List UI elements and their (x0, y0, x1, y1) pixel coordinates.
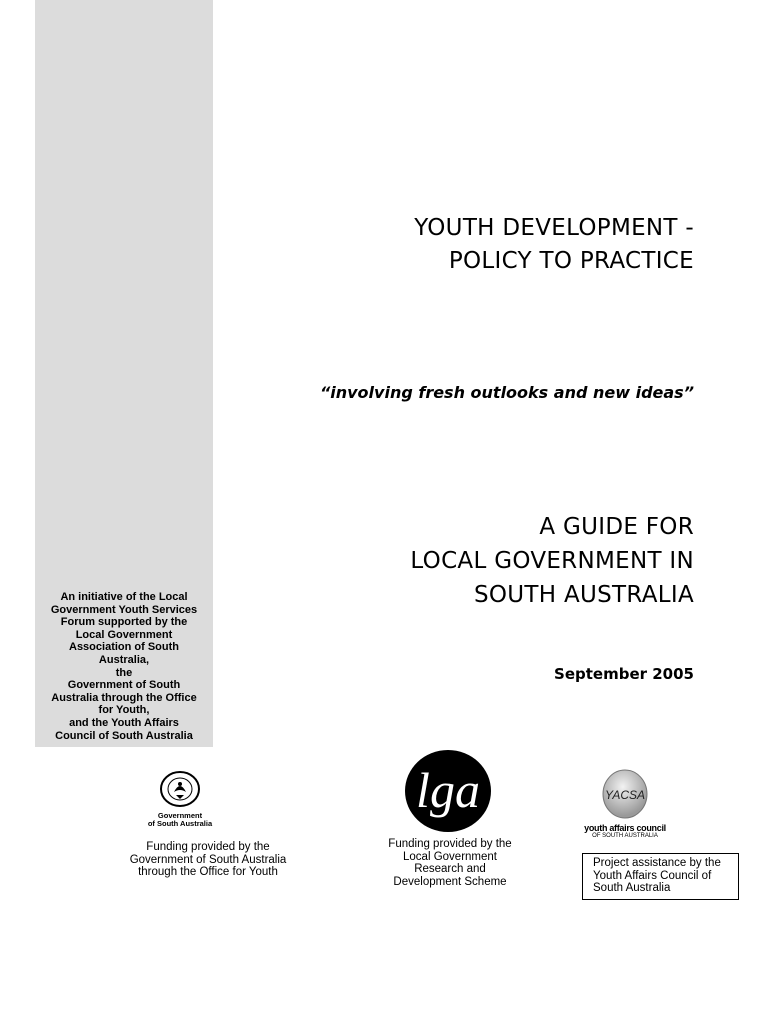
title-line-1: YOUTH DEVELOPMENT - (414, 215, 694, 241)
sa-logo-caption-2: of South Australia (147, 819, 213, 828)
lga-logo (404, 749, 492, 833)
initiative-line: for Youth, (98, 704, 150, 717)
guide-line-3: SOUTH AUSTRALIA (473, 582, 694, 608)
initiative-line: Local Government (75, 628, 173, 641)
lga-logo-icon (404, 749, 492, 833)
yacsa-caption-2: OF SOUTH AUSTRALIA (592, 833, 658, 839)
guide-line-1: A GUIDE FOR (539, 514, 694, 540)
funding-note-sa (120, 841, 296, 879)
assist-line: Youth Affairs Council of (593, 869, 712, 882)
funding-lga-line: Local Government (403, 850, 497, 863)
initiative-statement (35, 591, 213, 742)
lga-logo-text: lga (416, 762, 480, 818)
funding-note-lga (372, 838, 528, 888)
guide-subtitle (410, 510, 694, 612)
funding-lga-line: Development Scheme (393, 875, 507, 888)
document-title (414, 212, 694, 278)
funding-lga-line: Funding provided by the (388, 838, 512, 850)
tagline: “involving fresh outlooks and new ideas” (319, 383, 694, 402)
initiative-line: Forum supported by the (60, 616, 188, 629)
funding-lga-line: Research and (414, 863, 486, 875)
initiative-line: the (115, 666, 133, 679)
assist-line: South Australia (593, 882, 671, 894)
yacsa-badge-icon (601, 768, 649, 820)
title-line-2: POLICY TO PRACTICE (448, 248, 694, 274)
initiative-line: Council of South Australia (55, 729, 193, 742)
funding-sa-line: through the Office for Youth (138, 866, 278, 878)
initiative-line: Australia, (98, 653, 150, 666)
initiative-line: An initiative of the Local (60, 591, 188, 603)
yacsa-badge-text: YACSA (604, 788, 646, 802)
initiative-line: Government of South (67, 679, 181, 692)
initiative-line: Australia through the Office (51, 691, 197, 704)
sa-seal-icon (158, 770, 202, 808)
funding-sa-line: Government of South Australia (129, 853, 287, 866)
initiative-line: Association of South (69, 641, 179, 654)
project-assistance-box (582, 853, 739, 900)
sa-logo-caption-1: Government (157, 811, 203, 820)
assist-line: Project assistance by the (593, 857, 721, 869)
yacsa-caption-1: youth affairs council (584, 823, 666, 833)
publication-date: September 2005 (554, 665, 694, 683)
initiative-line: and the Youth Affairs (69, 716, 179, 729)
government-of-south-australia-logo (130, 770, 230, 828)
initiative-line: Government Youth Services (50, 603, 198, 616)
yacsa-logo (580, 768, 670, 840)
funding-sa-line: Funding provided by the (146, 841, 270, 853)
guide-line-2: LOCAL GOVERNMENT IN (410, 548, 694, 574)
